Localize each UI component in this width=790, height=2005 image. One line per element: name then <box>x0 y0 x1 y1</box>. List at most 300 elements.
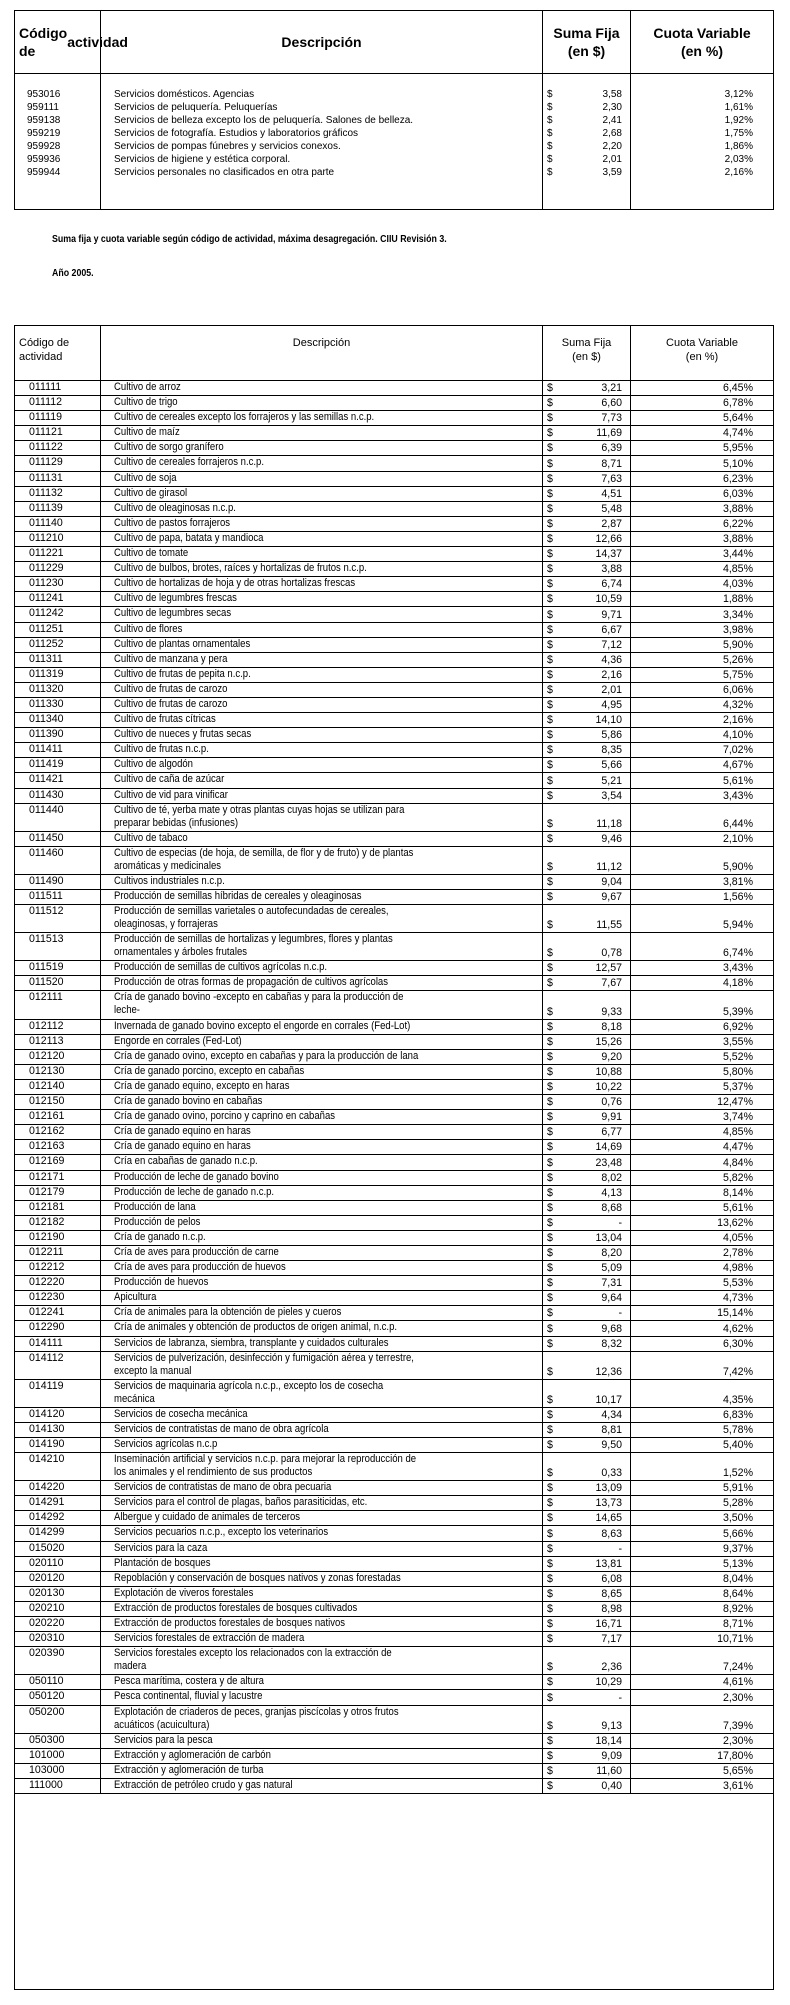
cuota-variable-cell <box>631 1617 773 1631</box>
activity-description <box>101 396 543 410</box>
cuota-variable-cell <box>631 1542 773 1556</box>
cuota-variable-value: 4,47% <box>722 1141 753 1154</box>
suma-fija-cell <box>543 1408 631 1422</box>
suma-fija-value: 18,14 <box>595 1734 622 1747</box>
cuota-variable-value: 3,55% <box>722 1035 753 1048</box>
cuota-variable-value: 10,71% <box>717 1633 753 1646</box>
activity-code: 020220 <box>15 1617 101 1631</box>
suma-fija-cell <box>543 1110 631 1124</box>
activity-description <box>101 1632 543 1646</box>
activity-code: 014291 <box>15 1496 101 1510</box>
suma-fija-cell <box>543 1231 631 1245</box>
suma-fija-cell <box>543 991 631 1018</box>
currency-symbol: $ <box>547 1005 553 1018</box>
description-line: madera <box>114 1660 147 1673</box>
cuota-variable-value: 8,64% <box>722 1587 753 1600</box>
suma-fija-cell <box>543 502 631 516</box>
currency-symbol: $ <box>547 1141 553 1154</box>
description-line: Cultivo de tabaco <box>114 831 188 844</box>
description-line: Cultivo de frutas cítricas <box>114 713 216 726</box>
activity-code: 011421 <box>15 773 101 787</box>
suma-fija-cell <box>543 933 631 960</box>
suma-fija-value: 10,88 <box>595 1065 622 1078</box>
suma-fija-value: 0,40 <box>601 1779 622 1792</box>
table-row <box>15 961 773 976</box>
cuota-variable-value: 1,86% <box>724 141 753 152</box>
activity-description <box>101 638 543 652</box>
activity-code: 101000 <box>15 1749 101 1763</box>
cuota-variable-value: 4,85% <box>722 563 753 576</box>
activity-code: 011520 <box>15 976 101 990</box>
description-line: Servicios de cosecha mecánica <box>114 1407 248 1420</box>
activity-code: 011119 <box>15 411 101 425</box>
cuota-variable-value: 3,44% <box>722 548 753 561</box>
suma-fija-cell <box>543 1749 631 1763</box>
cuota-variable-cell <box>631 1216 773 1230</box>
cuota-variable-value: 6,78% <box>722 397 753 410</box>
activity-code: 012113 <box>15 1035 101 1049</box>
cuota-variable-value: 6,45% <box>722 382 753 395</box>
currency-symbol: $ <box>547 1216 553 1229</box>
table-row <box>15 933 773 961</box>
cuota-variable-value: 5,61% <box>722 1201 753 1214</box>
suma-fija-value: 7,73 <box>601 412 622 425</box>
cuota-variable-cell <box>631 1632 773 1646</box>
currency-symbol: $ <box>547 1081 553 1094</box>
activity-code: 011129 <box>15 456 101 470</box>
description-line: Producción de otras formas de propagación de cultivos agrícolas <box>114 976 389 989</box>
table-row <box>15 728 773 743</box>
currency-symbol: $ <box>547 1231 553 1244</box>
activity-description <box>101 1481 543 1495</box>
table-row <box>15 1617 773 1632</box>
suma-fija-value: 10,22 <box>595 1081 622 1094</box>
activity-description <box>101 1572 543 1586</box>
suma-fija-cell <box>543 683 631 697</box>
description-line: Cultivo de plantas ornamentales <box>114 637 251 650</box>
currency-symbol: $ <box>547 1035 553 1048</box>
cuota-variable-value: 4,74% <box>722 427 753 440</box>
suma-fija-value: 7,12 <box>601 638 622 651</box>
suma-fija-value: 11,18 <box>596 817 622 830</box>
description-line: Cría en cabañas de ganado n.c.p. <box>114 1155 258 1168</box>
activity-code: 011140 <box>15 517 101 531</box>
cuota-variable-cell <box>631 1496 773 1510</box>
activity-code: 011460 <box>15 847 101 874</box>
cuota-variable-cell <box>631 592 773 606</box>
description-line: Extracción y aglomeración de turba <box>114 1763 264 1776</box>
suma-fija-cell <box>543 1352 631 1379</box>
cuota-variable-value: 1,75% <box>724 128 753 139</box>
cuota-variable-cell <box>631 961 773 975</box>
activity-description <box>101 472 543 486</box>
currency-symbol: $ <box>547 1527 553 1540</box>
activity-description <box>101 1749 543 1763</box>
activity-code: 012130 <box>15 1065 101 1079</box>
description-line: Invernada de ganado bovino excepto el engorde en corrales (Fed-Lot) <box>114 1019 411 1032</box>
activity-code: 011242 <box>15 607 101 621</box>
cuota-variable-value: 4,61% <box>722 1676 753 1689</box>
description-line: Producción de huevos <box>114 1276 209 1289</box>
cuota-variable-value: 15,14% <box>717 1307 753 1320</box>
activity-code: 011229 <box>15 562 101 576</box>
activity-code: 014220 <box>15 1481 101 1495</box>
description-line: Extracción de petróleo crudo y gas natural <box>114 1778 293 1791</box>
cuota-variable-cell <box>631 623 773 637</box>
activity-code: 014119 <box>15 1380 101 1407</box>
description-line: Servicios pecuarios n.c.p., excepto los veterinarios <box>114 1526 329 1539</box>
suma-fija-cell <box>543 698 631 712</box>
cuota-variable-value: 5,66% <box>722 1527 753 1540</box>
currency-symbol: $ <box>547 1691 553 1704</box>
activity-description <box>101 1231 543 1245</box>
activity-code: 011319 <box>15 668 101 682</box>
currency-symbol: $ <box>547 774 553 787</box>
suma-fija-cell <box>543 905 631 932</box>
currency-symbol: $ <box>547 759 553 772</box>
table-row <box>15 875 773 890</box>
cuota-variable-value: 4,85% <box>722 1126 753 1139</box>
cuota-variable-value: 4,03% <box>722 578 753 591</box>
activity-code: 012169 <box>15 1155 101 1169</box>
cuota-variable-value: 1,56% <box>722 891 753 904</box>
suma-fija-cell <box>543 1261 631 1275</box>
cuota-variable-cell <box>631 1779 773 1793</box>
activity-description <box>101 789 543 803</box>
description-line: Cultivo de nueces y frutas secas <box>114 728 252 741</box>
activity-description <box>101 411 543 425</box>
cuota-variable-cell <box>631 1423 773 1437</box>
description-line: Pesca marítima, costera y de altura <box>114 1675 264 1688</box>
currency-symbol: $ <box>547 789 553 802</box>
cuota-variable-cell <box>631 396 773 410</box>
suma-fija-cell <box>543 1438 631 1452</box>
activity-description <box>101 961 543 975</box>
suma-fija-column <box>543 74 631 210</box>
suma-fija-cell <box>543 1423 631 1437</box>
table-row <box>15 592 773 607</box>
suma-fija-value: 2,01 <box>602 154 622 165</box>
activity-description <box>101 1065 543 1079</box>
description-line: Cultivo de cereales forrajeros n.c.p. <box>114 456 264 469</box>
activity-description <box>101 456 543 470</box>
activity-code: 050110 <box>15 1675 101 1689</box>
cuota-variable-value: 3,88% <box>722 533 753 546</box>
suma-fija-value: 6,08 <box>601 1572 622 1585</box>
activity-description: Servicios de higiene y estética corporal. <box>114 154 291 165</box>
description-line: Servicios de pulverización, desinfección y fumigación aérea y terrestre, <box>114 1351 414 1364</box>
table-row <box>15 758 773 773</box>
currency-symbol: $ <box>547 1618 553 1631</box>
suma-fija-cell <box>543 1050 631 1064</box>
table-header <box>15 11 773 74</box>
currency-symbol: $ <box>547 1482 553 1495</box>
currency-symbol: $ <box>547 1633 553 1646</box>
cuota-variable-cell <box>631 875 773 889</box>
table-row <box>15 396 773 411</box>
suma-fija-cell <box>543 1617 631 1631</box>
currency-symbol: $ <box>547 1307 553 1320</box>
currency-symbol: $ <box>547 638 553 651</box>
suma-fija-cell <box>543 456 631 470</box>
cuota-variable-cell <box>631 1526 773 1540</box>
description-line: Producción de semillas de hortalizas y legumbres, flores y plantas <box>114 933 393 946</box>
currency-symbol: $ <box>547 1171 553 1184</box>
activity-code: 012140 <box>15 1080 101 1094</box>
table-row <box>15 1095 773 1110</box>
table-row <box>15 441 773 456</box>
currency-symbol: $ <box>547 729 553 742</box>
activity-description: Servicios domésticos. Agencias <box>114 89 255 100</box>
description-line: Explotación de criaderos de peces, granjas piscícolas y otros frutos <box>114 1705 399 1718</box>
activity-description <box>101 1408 543 1422</box>
activity-code: 020130 <box>15 1587 101 1601</box>
suma-fija-cell <box>543 1734 631 1748</box>
table-row <box>15 991 773 1019</box>
table-row <box>15 1602 773 1617</box>
cuota-variable-cell <box>631 1231 773 1245</box>
cuota-variable-value: 6,44% <box>722 817 753 830</box>
activity-code: 011390 <box>15 728 101 742</box>
cuota-variable-cell <box>631 1557 773 1571</box>
suma-fija-cell <box>543 472 631 486</box>
table-row <box>15 1675 773 1690</box>
table-row <box>15 1749 773 1764</box>
suma-fija-value: 5,48 <box>601 502 622 515</box>
currency-symbol: $ <box>547 1542 553 1555</box>
suma-fija-cell <box>543 1647 631 1674</box>
suma-fija-value: 9,33 <box>601 1005 622 1018</box>
activity-description <box>101 1095 543 1109</box>
cuota-variable-value: 4,05% <box>722 1231 753 1244</box>
suma-fija-value: 9,20 <box>601 1050 622 1063</box>
activity-description <box>101 623 543 637</box>
currency-symbol: $ <box>547 167 553 178</box>
suma-fija-cell <box>543 547 631 561</box>
activity-code: 050200 <box>15 1706 101 1733</box>
cuota-variable-cell <box>631 1647 773 1674</box>
activity-code: 012112 <box>15 1020 101 1034</box>
activity-description <box>101 1423 543 1437</box>
cuota-variable-cell <box>631 668 773 682</box>
cuota-variable-cell <box>631 1511 773 1525</box>
table-row <box>15 847 773 875</box>
suma-fija-cell <box>543 1246 631 1260</box>
table-row <box>15 1542 773 1557</box>
table-row <box>15 713 773 728</box>
activity-code: 014130 <box>15 1423 101 1437</box>
suma-fija-cell <box>543 832 631 846</box>
suma-fija-cell <box>543 623 631 637</box>
suma-fija-value: 8,68 <box>601 1201 622 1214</box>
cuota-variable-value: 5,28% <box>722 1497 753 1510</box>
table-row <box>15 804 773 832</box>
suma-fija-value: 8,20 <box>601 1247 622 1260</box>
cuota-variable-cell <box>631 426 773 440</box>
currency-symbol: $ <box>547 623 553 636</box>
activity-description <box>101 758 543 772</box>
cuota-variable-cell <box>631 1140 773 1154</box>
table-row <box>15 1291 773 1306</box>
cuota-variable-cell <box>631 411 773 425</box>
suma-fija-value: 16,71 <box>595 1618 622 1631</box>
suma-fija-cell <box>543 1572 631 1586</box>
suma-fija-value: 3,88 <box>601 563 622 576</box>
cuota-variable-value: 3,98% <box>722 623 753 636</box>
description-line: Servicios de maquinaria agrícola n.c.p., excepto los de cosecha <box>114 1379 384 1392</box>
suma-fija-value: 8,02 <box>601 1171 622 1184</box>
table-row <box>15 487 773 502</box>
table-row <box>15 1035 773 1050</box>
table-row <box>15 411 773 426</box>
suma-fija-value: 23,48 <box>595 1156 622 1169</box>
activity-code: 011511 <box>15 890 101 904</box>
cuota-variable-value: 9,37% <box>722 1542 753 1555</box>
cuota-variable-value: 3,74% <box>722 1111 753 1124</box>
description-line: Engorde en corrales (Fed-Lot) <box>114 1034 242 1047</box>
cuota-variable-cell <box>631 1602 773 1616</box>
activity-description <box>101 1557 543 1571</box>
currency-symbol: $ <box>547 442 553 455</box>
suma-fija-cell <box>543 1201 631 1215</box>
currency-symbol: $ <box>547 1676 553 1689</box>
cuota-variable-value: 4,84% <box>722 1156 753 1169</box>
currency-symbol: $ <box>547 744 553 757</box>
table-row <box>15 1050 773 1065</box>
activity-code: 111000 <box>15 1779 101 1793</box>
currency-symbol: $ <box>547 1111 553 1124</box>
suma-fija-value: 12,36 <box>595 1365 622 1378</box>
activity-description <box>101 1587 543 1601</box>
activity-code: 011241 <box>15 592 101 606</box>
suma-fija-cell <box>543 1155 631 1169</box>
description-line: Producción de leche de ganado n.c.p. <box>114 1185 275 1198</box>
description-line: Cultivo de hortalizas de hoja y de otras hortalizas frescas <box>114 577 356 590</box>
suma-fija-cell <box>543 153 630 166</box>
suma-fija-value: 8,98 <box>601 1603 622 1616</box>
activity-description <box>101 905 543 932</box>
cuota-variable-cell <box>631 1171 773 1185</box>
currency-symbol: $ <box>547 1408 553 1421</box>
cuota-variable-cell <box>631 1321 773 1335</box>
suma-fija-value: 6,60 <box>601 397 622 410</box>
currency-symbol: $ <box>547 608 553 621</box>
activity-code: 012220 <box>15 1276 101 1290</box>
cuota-variable-cell <box>631 1276 773 1290</box>
suma-fija-cell <box>543 1380 631 1407</box>
table-row <box>15 668 773 683</box>
table-row <box>15 1511 773 1526</box>
suma-fija-value: 9,50 <box>601 1439 622 1452</box>
description-line: Cultivos industriales n.c.p. <box>114 874 225 887</box>
table-row <box>15 607 773 622</box>
suma-fija-cell <box>543 381 631 395</box>
suma-fija-cell <box>543 166 630 179</box>
activity-description <box>101 1438 543 1452</box>
suma-fija-cell <box>543 1764 631 1778</box>
activity-code: 020110 <box>15 1557 101 1571</box>
cuota-variable-value: 2,10% <box>722 832 753 845</box>
suma-fija-cell <box>543 789 631 803</box>
activity-code: 012290 <box>15 1321 101 1335</box>
suma-fija-cell <box>543 1291 631 1305</box>
activity-description <box>101 502 543 516</box>
suma-fija-value: 14,10 <box>595 714 622 727</box>
suma-fija-value: 8,63 <box>601 1527 622 1540</box>
suma-fija-cell <box>543 976 631 990</box>
cuota-variable-value: 5,61% <box>722 774 753 787</box>
activity-description <box>101 1261 543 1275</box>
description-line: Servicios para la pesca <box>114 1733 213 1746</box>
currency-symbol: $ <box>547 382 553 395</box>
activity-description <box>101 1779 543 1793</box>
cuota-variable-value: 5,40% <box>722 1439 753 1452</box>
cuota-variable-cell <box>631 890 773 904</box>
currency-symbol: $ <box>547 412 553 425</box>
activity-description <box>101 1125 543 1139</box>
suma-fija-value: 4,34 <box>601 1408 622 1421</box>
activity-code: 011490 <box>15 875 101 889</box>
currency-symbol: $ <box>547 397 553 410</box>
currency-symbol: $ <box>547 1779 553 1792</box>
cuota-variable-value: 5,82% <box>722 1171 753 1184</box>
activity-code: 011320 <box>15 683 101 697</box>
suma-fija-cell <box>543 1020 631 1034</box>
activity-description <box>101 592 543 606</box>
cuota-variable-value: 6,30% <box>722 1337 753 1350</box>
cuota-variable-cell <box>631 1095 773 1109</box>
currency-symbol: $ <box>547 1734 553 1747</box>
activity-description <box>101 976 543 990</box>
activity-description <box>101 1526 543 1540</box>
description-line: Cría de animales para la obtención de pieles y cueros <box>114 1306 342 1319</box>
table-row <box>15 1020 773 1035</box>
table-row <box>15 1155 773 1170</box>
activity-description <box>101 1617 543 1631</box>
activity-description <box>101 991 543 1018</box>
currency-symbol: $ <box>547 1050 553 1063</box>
currency-symbol: $ <box>547 876 553 888</box>
suma-fija-cell <box>543 127 630 140</box>
activity-description <box>101 1647 543 1674</box>
activity-code: 014190 <box>15 1438 101 1452</box>
activity-description <box>101 832 543 846</box>
activity-description <box>101 890 543 904</box>
cuota-variable-value: 3,34% <box>722 608 753 621</box>
suma-fija-value: 8,81 <box>601 1424 622 1436</box>
activity-code: 011512 <box>15 905 101 932</box>
table-row <box>15 1587 773 1602</box>
suma-fija-value: 14,65 <box>595 1512 622 1525</box>
code-column <box>15 74 101 210</box>
cuota-variable-cell <box>631 502 773 516</box>
suma-fija-value: 10,29 <box>595 1676 622 1689</box>
currency-symbol: $ <box>547 962 553 975</box>
suma-fija-value: 13,81 <box>595 1557 622 1570</box>
activity-description <box>101 1453 543 1480</box>
cuota-variable-cell <box>631 743 773 757</box>
activity-description: Servicios de fotografía. Estudios y laboratorios gráficos <box>114 128 359 139</box>
activity-description: Servicios de pompas fúnebres y servicios conexos. <box>114 141 341 152</box>
currency-symbol: $ <box>547 1292 553 1305</box>
suma-fija-cell <box>543 1706 631 1733</box>
suma-fija-cell <box>543 728 631 742</box>
table-row <box>15 1380 773 1408</box>
suma-fija-cell <box>543 1306 631 1320</box>
cuota-variable-cell <box>631 653 773 667</box>
suma-fija-cell <box>543 961 631 975</box>
description-line: Producción de leche de ganado bovino <box>114 1170 279 1183</box>
